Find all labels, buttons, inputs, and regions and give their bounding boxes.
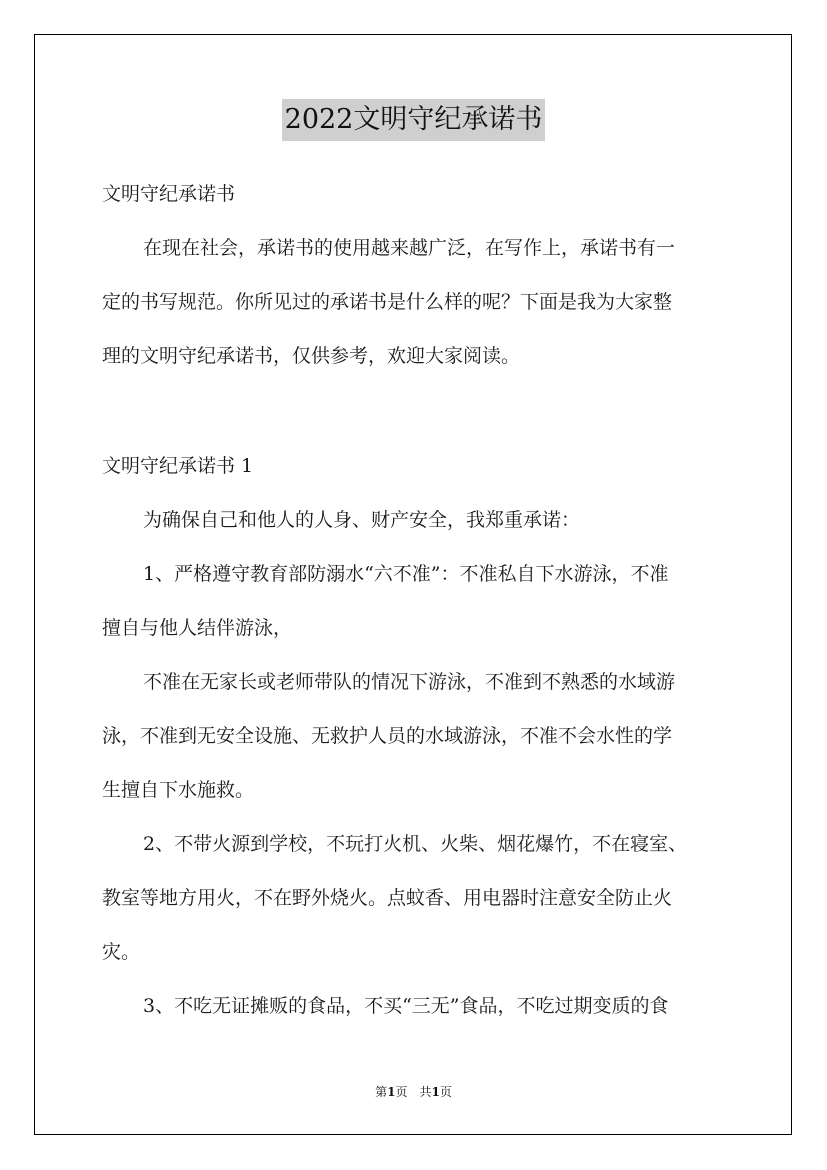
section-heading: 文明守纪承诺书 1: [102, 455, 254, 477]
footer-mid: 页 共: [395, 1085, 432, 1099]
footer-prefix: 第: [375, 1085, 388, 1099]
page-footer: [0, 1084, 827, 1100]
title-container: [0, 99, 827, 141]
paragraph-line: 1、严格遵守教育部防溺水“六不准”：不准私自下水游泳，不准: [143, 563, 669, 585]
paragraph-line: 灾。: [102, 941, 141, 963]
paragraph-line: 为确保自己和他人的人身、财产安全，我郑重承诺：: [143, 509, 581, 531]
paragraph-line: 理的文明守纪承诺书，仅供参考，欢迎大家阅读。: [102, 345, 521, 367]
paragraph-line: 定的书写规范。你所见过的承诺书是什么样的呢？下面是我为大家整: [102, 291, 673, 313]
footer-page-number: 1: [387, 1085, 396, 1099]
paragraph-line: 泳，不准到无安全设施、无救护人员的水域游泳，不准不会水性的学: [102, 725, 673, 747]
paragraph-line: 3、不吃无证摊贩的食品，不买“三无”食品，不吃过期变质的食: [143, 995, 669, 1017]
paragraph-line: 擅自与他人结伴游泳，: [102, 617, 293, 639]
paragraph-line: 不准在无家长或老师带队的情况下游泳，不准到不熟悉的水域游: [143, 671, 676, 693]
paragraph-line: 2、不带火源到学校，不玩打火机、火柴、烟花爆竹，不在寝室、: [143, 833, 688, 855]
footer-suffix: 页: [439, 1085, 452, 1099]
document-title: 2022文明守纪承诺书: [282, 99, 546, 141]
paragraph-line: 生擅自下水施救。: [102, 779, 255, 801]
paragraph-line: 在现在社会，承诺书的使用越来越广泛，在写作上，承诺书有一: [143, 237, 676, 259]
footer-total-pages: 1: [431, 1085, 440, 1099]
paragraph-line: 教室等地方用火，不在野外烧火。点蚊香、用电器时注意安全防止火: [102, 887, 673, 909]
section-heading: 文明守纪承诺书: [102, 183, 236, 205]
